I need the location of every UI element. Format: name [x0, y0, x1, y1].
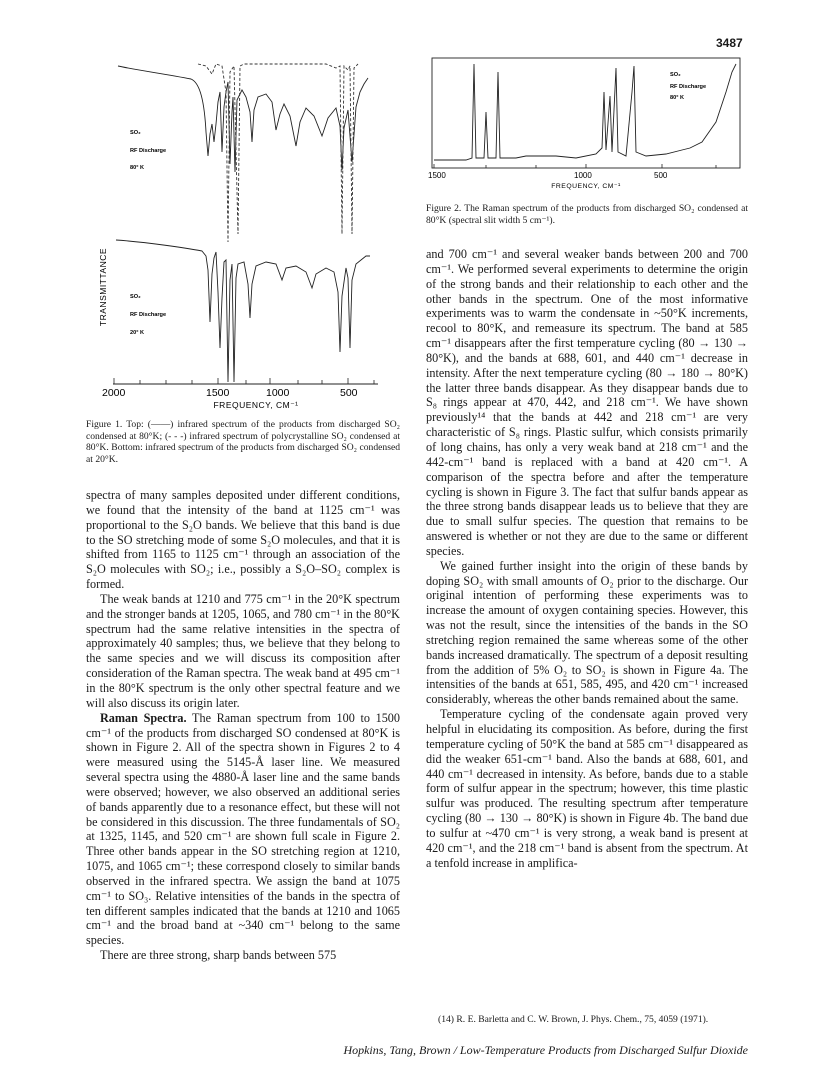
figure-1-top-label-3: 80° K	[130, 165, 145, 171]
figure-1-caption: Figure 1. Top: (——) infrared spectrum of the products from discharged SO₂ condensed at 80°K; (- - -) infrared spectrum of polycrystalline SO₂ condensed at 80°K. Bottom: infrared spectrum of the products from discharged SO₂ condensed at 20°K.	[86, 419, 400, 465]
right-paragraph-2: We gained further insight into the origin of these bands by doping SO₂ with small amounts of O₂ prior to the discharge. Our original intention of performing these experiments was to increase the amount of oxygen containing species. However, this was not the result, since the intensities of the bands in the SO stretching region remained the same whereas some of the other bands increased dramatically. The spectrum of a deposit resulting from the addition of 5% O₂ to SO₂ is shown in Figure 4a. The intensities of the bands at 651, 585, 495, and 420 cm⁻¹ increased considerably, whereas the other bands remained about the same.	[426, 558, 748, 707]
figure-2	[426, 52, 748, 197]
figure-1-xlabel: FREQUENCY, CM⁻¹	[213, 400, 299, 410]
figure-2-caption: Figure 2. The Raman spectrum of the products from discharged SO₂ condensed at 80°K (spectral slit width 5 cm⁻¹).	[426, 203, 748, 226]
figure-1	[86, 52, 400, 418]
footnote: (14) R. E. Barletta and C. W. Brown, J. Phys. Chem., 75, 4059 (1971).	[438, 1014, 709, 1025]
figure-1-top-trace	[118, 66, 368, 172]
left-paragraph-3	[86, 711, 400, 949]
figure-2-trace	[434, 64, 736, 160]
figure-2-label-1: SO₂	[670, 72, 681, 78]
left-paragraph-1: spectra of many samples deposited under different conditions, we found that the intensity of the band at 1125 cm⁻¹ was proportional to the S₂O bands. We believe that this band is due to the SO stretching mode of some S₂O molecules, and that it is shifted from 1165 to 1125 cm⁻¹ through an association of the S₂O molecules with SO₂; i.e., possibly a S₂O–SO₂ complex is formed.	[86, 488, 400, 592]
figure-1-bottom-label-1: SO₂	[130, 294, 141, 300]
figure-2-label-2: RF Discharge	[670, 84, 707, 90]
left-paragraph-2: The weak bands at 1210 and 775 cm⁻¹ in the 20°K spectrum and the stronger bands at 1205, 1065, and 780 cm⁻¹ in the 80°K spectrum had the same relative intensities in the spectra of approximately 40 samples; thus, we believe that they belong to the same species and we will discuss its composition after consideration of the Raman spectra. The weak band at 495 cm⁻¹ in the 80°K spectrum is the only other spectral feature and we will also discuss its origin later.	[86, 591, 400, 710]
figure-1-tick-1500: 1500	[206, 387, 230, 399]
figure-1-ylabel: TRANSMITTANCE	[98, 247, 108, 327]
figure-1-top-dashed-trace	[198, 64, 358, 242]
figure-1-top-label-2: RF Discharge	[130, 148, 167, 154]
right-paragraph-3: Temperature cycling of the condensate again proved very helpful in elucidating its composition. As before, during the first temperature cycling of 50°K the band at 585 cm⁻¹ disappeared as did the weaker 651-cm⁻¹ band. Also the bands at 688, 601, and 440 cm⁻¹ decreased in intensity. As before, bands due to a stable form of sulfur appear in the spectrum; however, this time plastic sulfur was produced. The resulting spectrum after temperature cycling (80 → 130 → 80°K) is shown in Figure 4b. The band due to sulfur at ~470 cm⁻¹ is very strong, a weak band is present at 420 cm⁻¹, and the 218 cm⁻¹ band is absent from the spectrum. At a tenfold increase in amplifica-	[426, 707, 748, 870]
figure-1-tick-1000: 1000	[266, 387, 290, 399]
left-paragraph-4: There are three strong, sharp bands between 575	[100, 948, 337, 963]
page-number: 3487	[716, 36, 743, 50]
figure-1-tick-500: 500	[340, 387, 358, 399]
raman-spectra-heading: Raman Spectra.	[100, 710, 187, 725]
right-paragraph-1: and 700 cm⁻¹ and several weaker bands between 200 and 700 cm⁻¹. We performed several experiments to determine the origin of the strong bands and their relationship to each other and the other bands in the spectrum. One of the most informative experiments was to warm the condensate in ~50°K increments, recool to 80°K, and remeasure its spectrum. The band at 585 cm⁻¹ disappears after the first temperature cycling (80 → 130 → 80°K), and the bands at 688, 601, and 440 cm⁻¹ decrease in intensity. After the next temperature cycling (80 → 180 → 80°K) the latter three bands disappear. As they disappear bands due to S₈ rings appear at 470, 442, and 218 cm⁻¹. We have shown previously¹⁴ that the bands at 442 and 218 cm⁻¹ are very characteristic of S₈ rings. Plastic sulfur, which consists primarily of long chains, has only a very weak band at 218 cm⁻¹ and the 442-cm⁻¹ band is replaced with a band at 420 cm⁻¹. A comparison of the spectra before and after the temperature cycling is shown in Figure 3. The fact that sulfur bands appear as the three strong bands disappear leads us to believe that they are due to small sulfur species. The question that remains to be answered is whether or not they are due to the same or different species.	[426, 247, 748, 558]
figure-1-bottom-label-2: RF Discharge	[130, 312, 167, 318]
figure-1-bottom-label-3: 20° K	[130, 330, 145, 336]
figure-2-tick-1500: 1500	[428, 171, 446, 180]
left-paragraph-3-text: The Raman spectrum from 100 to 1500 cm⁻¹ of the products from discharged SO condensed at 80°K is shown in Figure 2. All of the spectra shown in Figures 2 to 4 were measured using the 5145-Å laser line. We measured several spectra using the 4880-Å laser line and the same bands were observed; however, we also observed an additional series of bands apparently due to a resonance effect, but these will not be considered in this discussion. The three fundamentals of SO₂ at 1325, 1145, and 520 cm⁻¹ are shown full scale in Figure 2. Three other bands appear in the SO stretching region at 1210, 1075, and 1065 cm⁻¹; these correspond closely to similar bands observed in the infrared spectra. We assign the band at 1075 cm⁻¹ to SO₃. Relative intensities of the bands in the spectra of ten different samples indicated that the bands at 1210 and 1065 cm⁻¹ and the broad band at ~340 cm⁻¹ belong to the same species.	[86, 710, 400, 948]
running-footer: Hopkins, Tang, Brown / Low-Temperature Products from Discharged Sulfur Dioxide	[343, 1043, 748, 1057]
figure-1-top-label-1: SO₂	[130, 130, 141, 136]
figure-2-tick-500: 500	[654, 171, 668, 180]
figure-2-tick-1000: 1000	[574, 171, 592, 180]
right-column	[426, 247, 748, 870]
left-column	[86, 488, 400, 963]
figure-2-xlabel: FREQUENCY, CM⁻¹	[551, 183, 621, 190]
figure-1-bottom-trace	[116, 240, 370, 382]
figure-2-label-3: 80° K	[670, 95, 685, 101]
figure-1-tick-2000: 2000	[102, 387, 126, 399]
